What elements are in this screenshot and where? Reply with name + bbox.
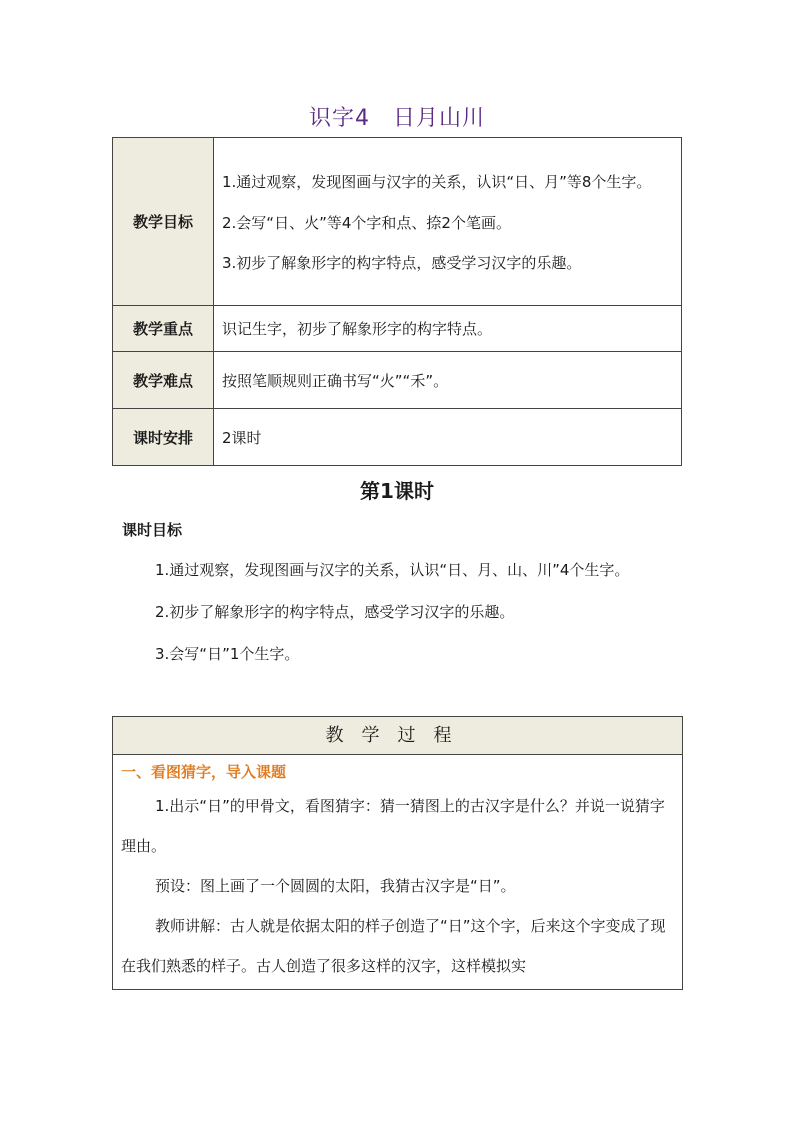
goals-label: 教学目标 (113, 138, 214, 306)
goal-item: 3.初步了解象形字的构字特点，感受学习汉字的乐趣。 (222, 253, 582, 272)
teaching-process-box (112, 716, 683, 990)
process-body (113, 782, 682, 986)
schedule-row (113, 409, 682, 466)
process-header: 教学过程 (113, 717, 682, 755)
lesson-goals-list (120, 549, 682, 675)
lesson-goal-item: 3.会写“日”1个生字。 (155, 645, 300, 663)
lesson-goal-item: 1.通过观察，发现图画与汉字的关系，认识“日、月、山、川”4个生字。 (155, 561, 630, 579)
section-title: 一、看图猜字，导入课题 (121, 763, 287, 781)
difficulty-row (113, 352, 682, 409)
goal-item: 2.会写“日、火”等4个字和点、捺2个笔画。 (222, 213, 511, 232)
goals-cell (214, 138, 682, 306)
goals-row (113, 138, 682, 306)
key-points-value: 识记生字，初步了解象形字的构字特点。 (214, 306, 682, 352)
lesson-heading: 第1课时 (360, 479, 434, 503)
lesson-goal-item: 2.初步了解象形字的构字特点，感受学习汉字的乐趣。 (155, 603, 515, 621)
difficulty-value: 按照笔顺规则正确书写“火”“禾”。 (214, 352, 682, 409)
process-paragraph: 1.出示“日”的甲骨文，看图猜字：猜一猜图上的古汉字是什么？并说一说猜字理由。 (121, 797, 665, 855)
goal-item: 1.通过观察，发现图画与汉字的关系，认识“日、月”等8个生字。 (222, 172, 652, 191)
lesson-goals-label: 课时目标 (122, 521, 183, 539)
teaching-info-table (112, 137, 682, 466)
document-title: 识字4 日月山川 (309, 106, 485, 131)
key-points-label: 教学重点 (113, 306, 214, 352)
process-paragraph: 教师讲解：古人就是依据太阳的样子创造了“日”这个字，后来这个字变成了现在我们熟悉的样子。古人创造了很多这样的汉字，这样模拟实 (121, 917, 666, 975)
schedule-label: 课时安排 (113, 409, 214, 466)
schedule-value: 2课时 (214, 409, 682, 466)
difficulty-label: 教学难点 (113, 352, 214, 409)
key-points-row (113, 306, 682, 352)
process-paragraph: 预设：图上画了一个圆圆的太阳，我猜古汉字是“日”。 (155, 877, 516, 895)
